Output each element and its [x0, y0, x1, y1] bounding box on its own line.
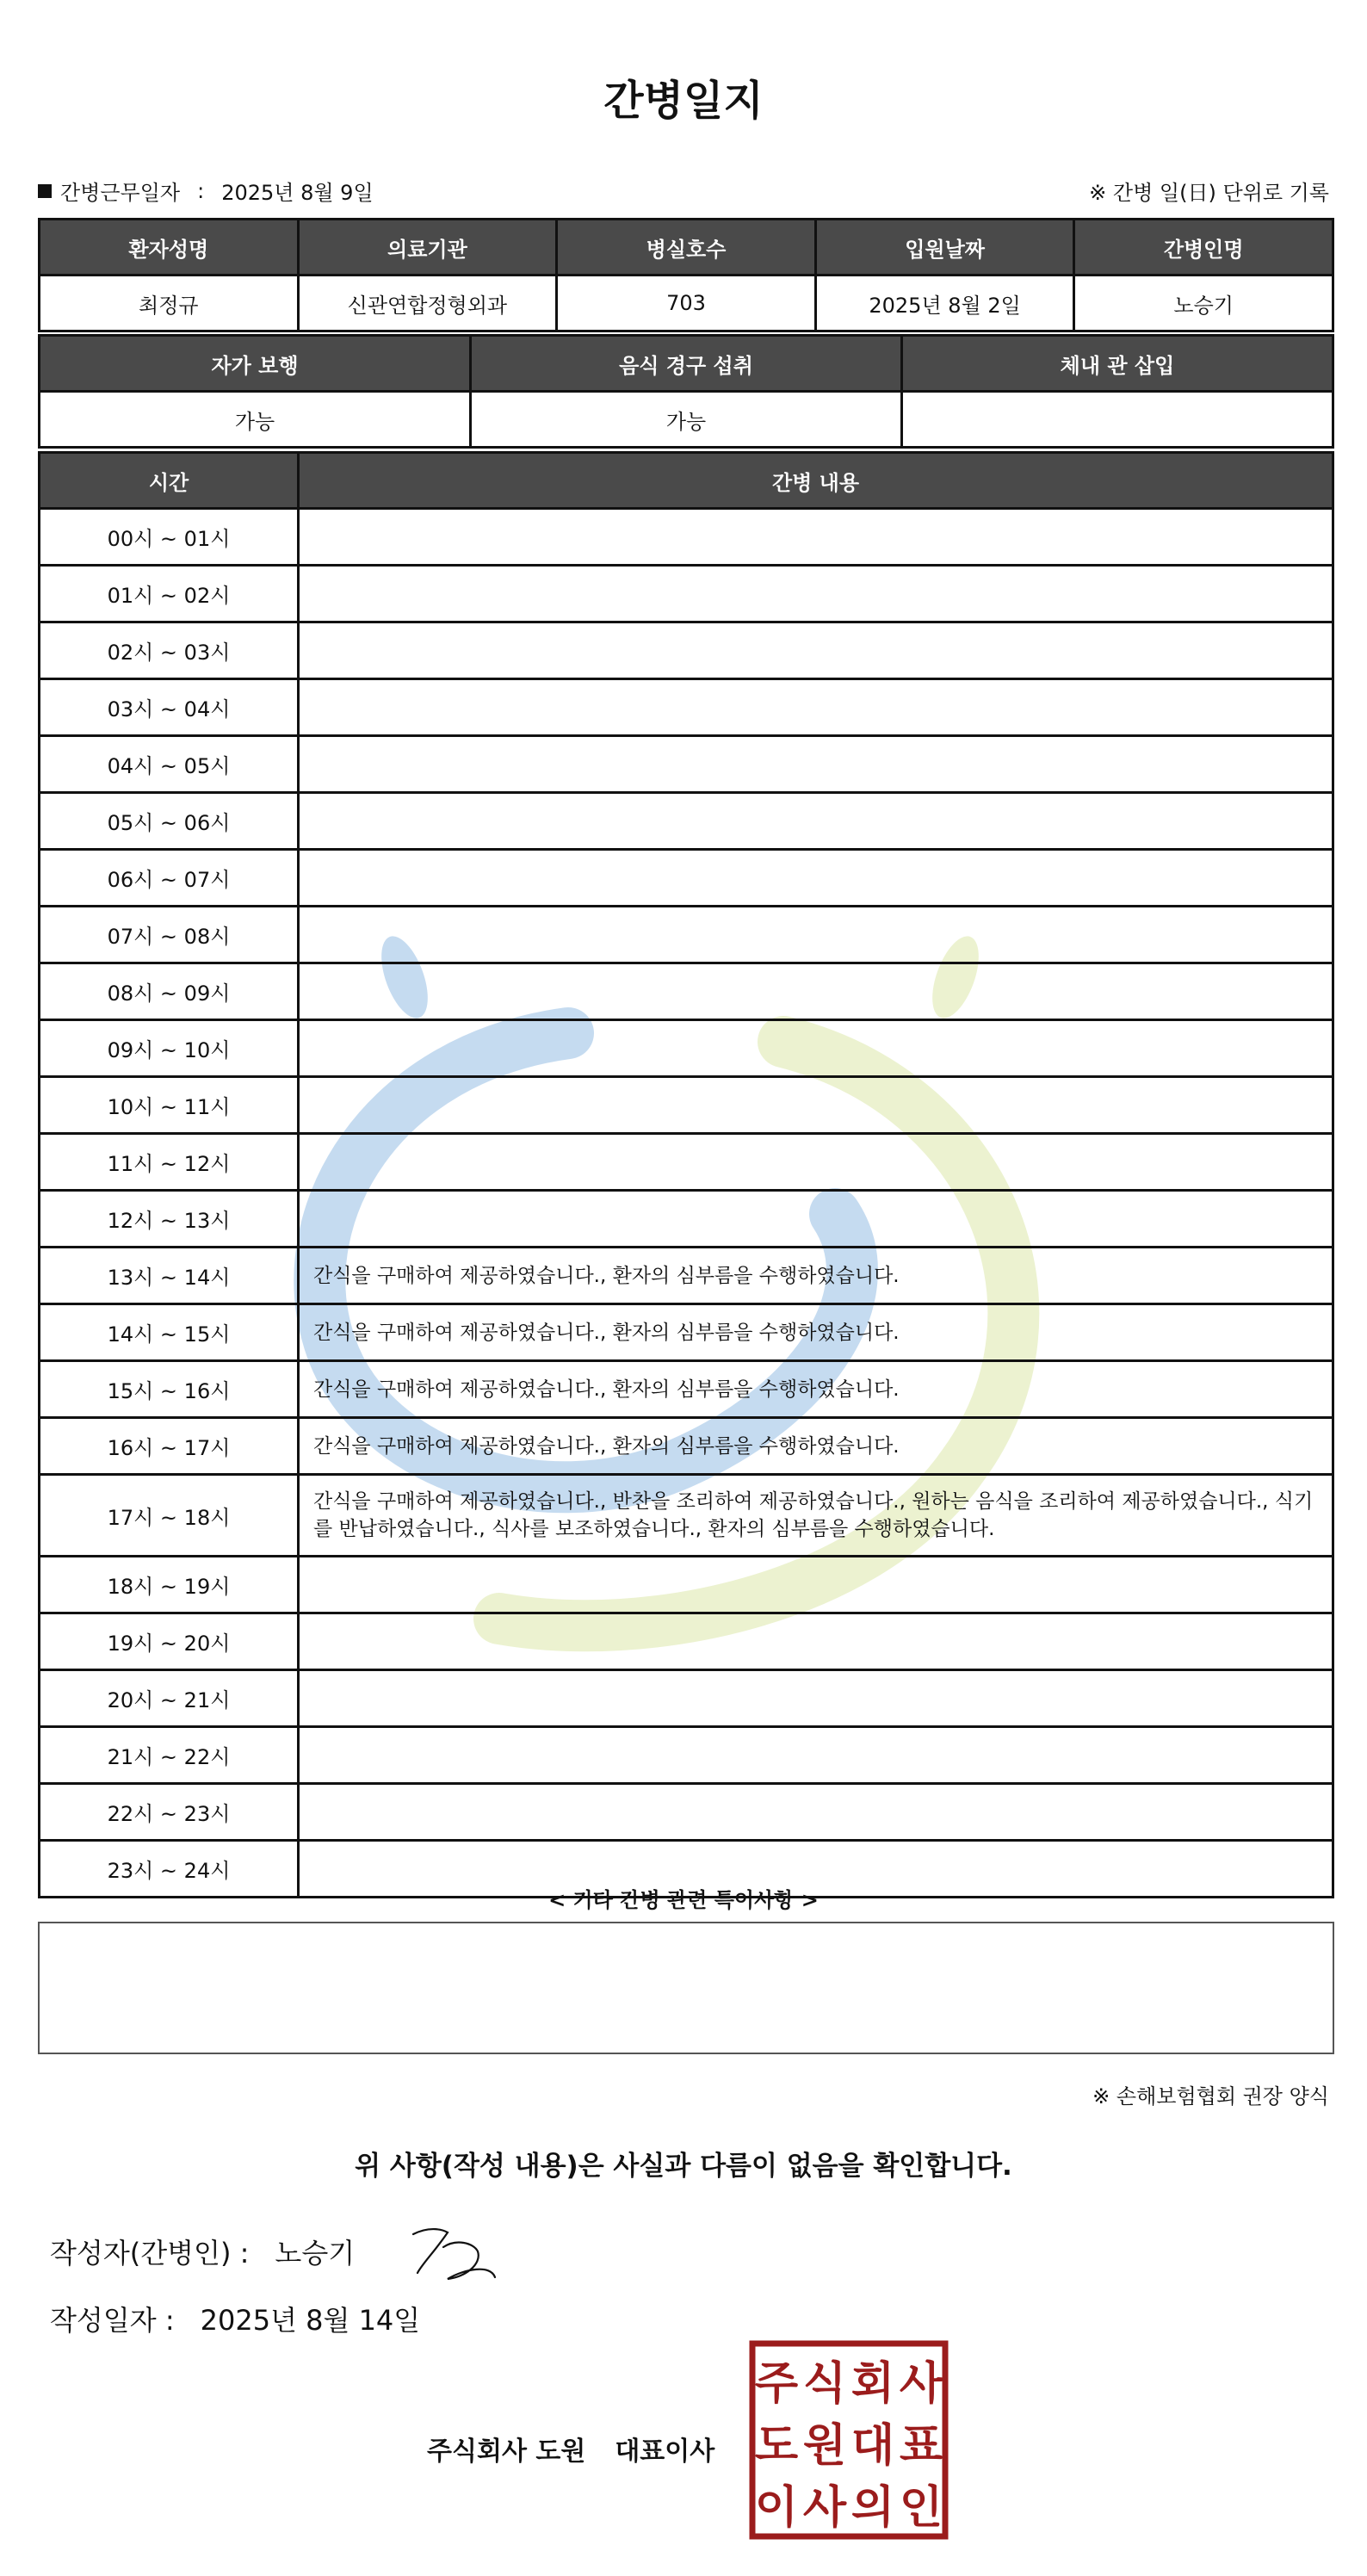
seal-character: 원	[802, 2420, 847, 2472]
form-note: ※ 손해보험협회 권장 양식	[1092, 2084, 1329, 2108]
signature	[405, 2217, 499, 2286]
table-row	[40, 1670, 1333, 1727]
time-slot: 04시 ~ 05시	[40, 736, 299, 793]
care-content	[299, 622, 1333, 679]
time-slot: 12시 ~ 13시	[40, 1191, 299, 1248]
time-slot: 08시 ~ 09시	[40, 963, 299, 1020]
seal-character: 의	[851, 2482, 895, 2534]
room-number: 703	[557, 276, 816, 331]
care-content	[299, 793, 1333, 850]
care-log-table	[38, 451, 1334, 1898]
header-tube-insertion: 체내 관 삽입	[902, 336, 1333, 392]
header-time: 시간	[40, 453, 299, 509]
tube-insertion-value	[902, 392, 1333, 448]
care-content	[299, 679, 1333, 736]
confirmation-statement: 위 사항(작성 내용)은 사실과 다름이 없음을 확인합니다.	[355, 2151, 1012, 2182]
care-content	[299, 963, 1333, 1020]
patient-info-table	[38, 218, 1334, 332]
time-slot: 10시 ~ 11시	[40, 1077, 299, 1134]
care-content	[299, 1727, 1333, 1784]
work-date-line	[38, 176, 374, 206]
time-slot: 14시 ~ 15시	[40, 1304, 299, 1361]
time-slot: 15시 ~ 16시	[40, 1361, 299, 1418]
header-caregiver-name: 간병인명	[1074, 220, 1333, 276]
time-slot: 22시 ~ 23시	[40, 1784, 299, 1841]
time-slot: 17시 ~ 18시	[40, 1475, 299, 1557]
care-log-body	[40, 509, 1333, 1898]
header-care-content: 간병 내용	[299, 453, 1333, 509]
time-slot: 07시 ~ 08시	[40, 907, 299, 963]
time-slot: 16시 ~ 17시	[40, 1418, 299, 1475]
work-date-colon: :	[197, 178, 205, 203]
care-content	[299, 1784, 1333, 1841]
self-walking-value: 가능	[40, 392, 471, 448]
care-content	[299, 736, 1333, 793]
hospital-name: 신관연합정형외과	[298, 276, 557, 331]
patient-info-value-row	[40, 276, 1333, 331]
time-slot: 19시 ~ 20시	[40, 1613, 299, 1670]
care-content	[299, 1077, 1333, 1134]
ability-header-row	[40, 336, 1333, 392]
care-content	[299, 1191, 1333, 1248]
header-oral-intake: 음식 경구 섭취	[471, 336, 902, 392]
table-row	[40, 1613, 1333, 1670]
company-line	[427, 2430, 714, 2468]
written-date-value: 2025년 8월 14일	[200, 2304, 421, 2337]
seal-character: 인	[899, 2482, 943, 2534]
header-room: 병실호수	[557, 220, 816, 276]
time-slot: 18시 ~ 19시	[40, 1557, 299, 1613]
seal-character: 이	[754, 2482, 799, 2534]
ability-table	[38, 334, 1334, 449]
bullet-square-icon	[38, 184, 52, 198]
care-content: 간식을 구매하여 제공하였습니다., 환자의 심부름을 수행하였습니다.	[299, 1418, 1333, 1475]
table-row	[40, 1134, 1333, 1191]
company-seal	[749, 2340, 949, 2540]
table-row	[40, 566, 1333, 622]
care-content: 간식을 구매하여 제공하였습니다., 반찬을 조리하여 제공하였습니다., 원하는 음식을 조리하여 제공하였습니다., 식기를 반납하였습니다., 식사를 보조하였습니다., 환자의 심부름을 수행하였습니다.	[299, 1475, 1333, 1557]
table-row	[40, 679, 1333, 736]
table-row	[40, 509, 1333, 566]
table-row	[40, 1248, 1333, 1304]
author-label: 작성자(간병인) :	[50, 2237, 250, 2269]
seal-character: 사	[802, 2482, 847, 2534]
work-date-value: 2025년 8월 9일	[221, 181, 374, 205]
time-slot: 11시 ~ 12시	[40, 1134, 299, 1191]
table-row	[40, 1304, 1333, 1361]
seal-character: 회	[851, 2358, 895, 2410]
time-slot: 03시 ~ 04시	[40, 679, 299, 736]
care-content	[299, 907, 1333, 963]
care-content	[299, 509, 1333, 566]
patient-name: 최정규	[40, 276, 299, 331]
care-content: 간식을 구매하여 제공하였습니다., 환자의 심부름을 수행하였습니다.	[299, 1304, 1333, 1361]
care-content	[299, 850, 1333, 907]
seal-character: 식	[802, 2358, 847, 2410]
header-self-walking: 자가 보행	[40, 336, 471, 392]
written-date-label: 작성일자 :	[50, 2304, 175, 2337]
care-content	[299, 566, 1333, 622]
ability-value-row	[40, 392, 1333, 448]
written-date-line	[50, 2299, 420, 2338]
table-row	[40, 1191, 1333, 1248]
header-patient-name: 환자성명	[40, 220, 299, 276]
unit-note: ※ 간병 일(日) 단위로 기록	[1089, 181, 1329, 205]
work-date-label: 간병근무일자	[60, 181, 181, 205]
time-slot: 01시 ~ 02시	[40, 566, 299, 622]
table-row	[40, 1077, 1333, 1134]
time-slot: 21시 ~ 22시	[40, 1727, 299, 1784]
company-title: 대표이사	[615, 2437, 715, 2467]
table-row	[40, 1020, 1333, 1077]
care-content: 간식을 구매하여 제공하였습니다., 환자의 심부름을 수행하였습니다.	[299, 1248, 1333, 1304]
time-slot: 00시 ~ 01시	[40, 509, 299, 566]
table-row	[40, 1361, 1333, 1418]
table-row	[40, 1784, 1333, 1841]
author-name: 노승기	[275, 2237, 356, 2269]
header-hospital: 의료기관	[298, 220, 557, 276]
oral-intake-value: 가능	[471, 392, 902, 448]
header-admission-date: 입원날짜	[815, 220, 1074, 276]
care-log-header-row	[40, 453, 1333, 509]
seal-character: 사	[899, 2358, 943, 2410]
time-slot: 20시 ~ 21시	[40, 1670, 299, 1727]
special-notes-label: < 기타 간병 관련 특이사항 >	[548, 1888, 819, 1912]
caregiver-name: 노승기	[1074, 276, 1333, 331]
care-content	[299, 1020, 1333, 1077]
table-row	[40, 1475, 1333, 1557]
care-content	[299, 1613, 1333, 1670]
seal-character: 주	[754, 2358, 799, 2410]
time-slot: 13시 ~ 14시	[40, 1248, 299, 1304]
table-row	[40, 963, 1333, 1020]
care-content	[299, 1670, 1333, 1727]
company-name: 주식회사 도원	[427, 2437, 586, 2467]
table-row	[40, 622, 1333, 679]
table-row	[40, 1418, 1333, 1475]
admission-date: 2025년 8월 2일	[815, 276, 1074, 331]
special-notes-box	[38, 1922, 1334, 2054]
author-line	[50, 2232, 355, 2271]
time-slot: 06시 ~ 07시	[40, 850, 299, 907]
seal-character: 도	[754, 2420, 799, 2472]
patient-info-header-row	[40, 220, 1333, 276]
table-row	[40, 850, 1333, 907]
table-row	[40, 1727, 1333, 1784]
care-content	[299, 1134, 1333, 1191]
care-content: 간식을 구매하여 제공하였습니다., 환자의 심부름을 수행하였습니다.	[299, 1361, 1333, 1418]
seal-character: 대	[851, 2420, 895, 2472]
table-row	[40, 1557, 1333, 1613]
seal-character: 표	[899, 2420, 943, 2472]
time-slot: 23시 ~ 24시	[40, 1841, 299, 1898]
document-title: 간병일지	[603, 77, 764, 125]
table-row	[40, 736, 1333, 793]
table-row	[40, 907, 1333, 963]
time-slot: 05시 ~ 06시	[40, 793, 299, 850]
table-row	[40, 793, 1333, 850]
care-content	[299, 1557, 1333, 1613]
time-slot: 02시 ~ 03시	[40, 622, 299, 679]
time-slot: 09시 ~ 10시	[40, 1020, 299, 1077]
